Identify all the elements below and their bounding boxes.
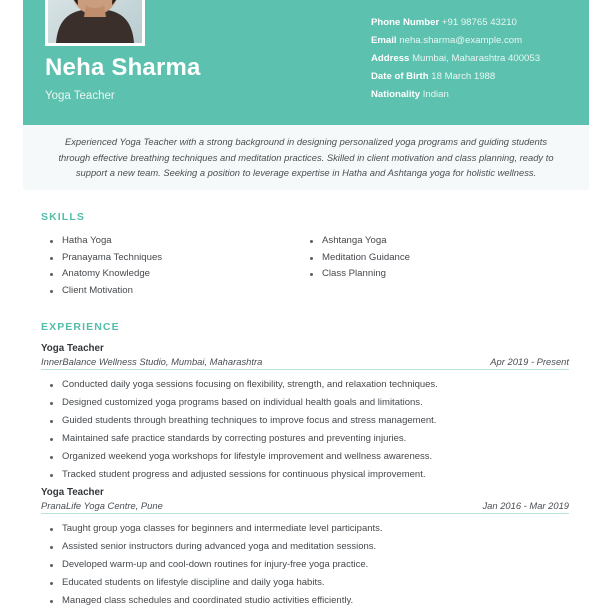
list-item: Ashtanga Yoga	[301, 233, 561, 250]
skills-list-right	[301, 233, 561, 283]
list-item: Guided students through breathing techniques to improve focus and stress management.	[41, 412, 569, 430]
contact-nationality-value: Indian	[422, 89, 449, 100]
list-item: Meditation Guidance	[301, 250, 561, 267]
job-role: Yoga Teacher	[41, 487, 104, 498]
contact-phone-value: +91 98765 43210	[441, 17, 517, 28]
job-meta	[41, 356, 569, 370]
list-item: Tracked student progress and adjusted sessions for continuous physical improvement.	[41, 466, 569, 484]
skills-section-title: SKILLS	[41, 211, 85, 223]
list-item: Developed warm-up and cool-down routines for injury-free yoga practice.	[41, 556, 569, 574]
resume-header	[23, 0, 589, 125]
list-item: Hatha Yoga	[41, 233, 301, 250]
contact-details	[371, 14, 571, 104]
skills-section	[41, 233, 561, 299]
list-item: Conducted daily yoga sessions focusing on flexibility, strength, and relaxation techniques.	[41, 376, 569, 394]
contact-phone-label: Phone Number	[371, 17, 440, 28]
list-item: Taught group yoga classes for beginners and intermediate level participants.	[41, 520, 569, 538]
experience-section-title: EXPERIENCE	[41, 321, 120, 333]
header-job-title: Yoga Teacher	[45, 90, 115, 102]
job-meta	[41, 500, 569, 514]
job-role: Yoga Teacher	[41, 343, 104, 354]
list-item: Educated students on lifestyle discipline and daily yoga habits.	[41, 574, 569, 592]
list-item: Class Planning	[301, 266, 561, 283]
summary-section	[23, 125, 589, 190]
experience-entry	[41, 486, 569, 610]
list-item: Maintained safe practice standards by correcting postures and preventing injuries.	[41, 430, 569, 448]
avatar	[45, 0, 145, 46]
list-item: Anatomy Knowledge	[41, 266, 301, 283]
summary-text: Experienced Yoga Teacher with a strong background in designing personalized yoga programs and guiding students through effective breathing techniques and meditation practices. Skilled in client motivation and class planning, ready to support a new team. Seeking a position to leverage expertise in Hatha and Ashtanga yoga for holistic wellness.	[58, 136, 554, 179]
contact-address-value: Mumbai, Maharashtra 400053	[412, 53, 541, 64]
job-bullet-list	[41, 376, 569, 484]
contact-email	[371, 32, 571, 50]
contact-dob-label: Date of Birth	[371, 71, 429, 82]
contact-phone	[371, 14, 571, 32]
contact-nationality	[371, 86, 571, 104]
contact-address-label: Address	[371, 53, 410, 64]
contact-dob	[371, 68, 571, 86]
list-item: Pranayama Techniques	[41, 250, 301, 267]
profile-photo-icon	[48, 0, 142, 43]
contact-dob-value: 18 March 1988	[431, 71, 496, 82]
list-item: Designed customized yoga programs based on individual health goals and limitations.	[41, 394, 569, 412]
job-dates: Apr 2019 - Present	[490, 356, 569, 367]
job-company: PranaLife Yoga Centre, Pune	[41, 500, 163, 511]
list-item: Managed class schedules and coordinated studio activities efficiently.	[41, 592, 569, 610]
contact-email-value: neha.sharma@example.com	[399, 35, 523, 46]
job-company: InnerBalance Wellness Studio, Mumbai, Maharashtra	[41, 356, 263, 367]
job-bullet-list	[41, 520, 569, 610]
job-dates: Jan 2016 - Mar 2019	[482, 500, 569, 511]
page-title: Neha Sharma	[45, 54, 201, 81]
contact-nationality-label: Nationality	[371, 89, 421, 100]
contact-address	[371, 50, 571, 68]
contact-email-label: Email	[371, 35, 397, 46]
skills-column-left	[41, 233, 301, 299]
skills-list-left	[41, 233, 301, 299]
list-item: Client Motivation	[41, 283, 301, 300]
list-item: Organized weekend yoga workshops for lifestyle improvement and wellness awareness.	[41, 448, 569, 466]
skills-column-right	[301, 233, 561, 299]
experience-entry	[41, 342, 569, 484]
list-item: Assisted senior instructors during advanced yoga and meditation sessions.	[41, 538, 569, 556]
